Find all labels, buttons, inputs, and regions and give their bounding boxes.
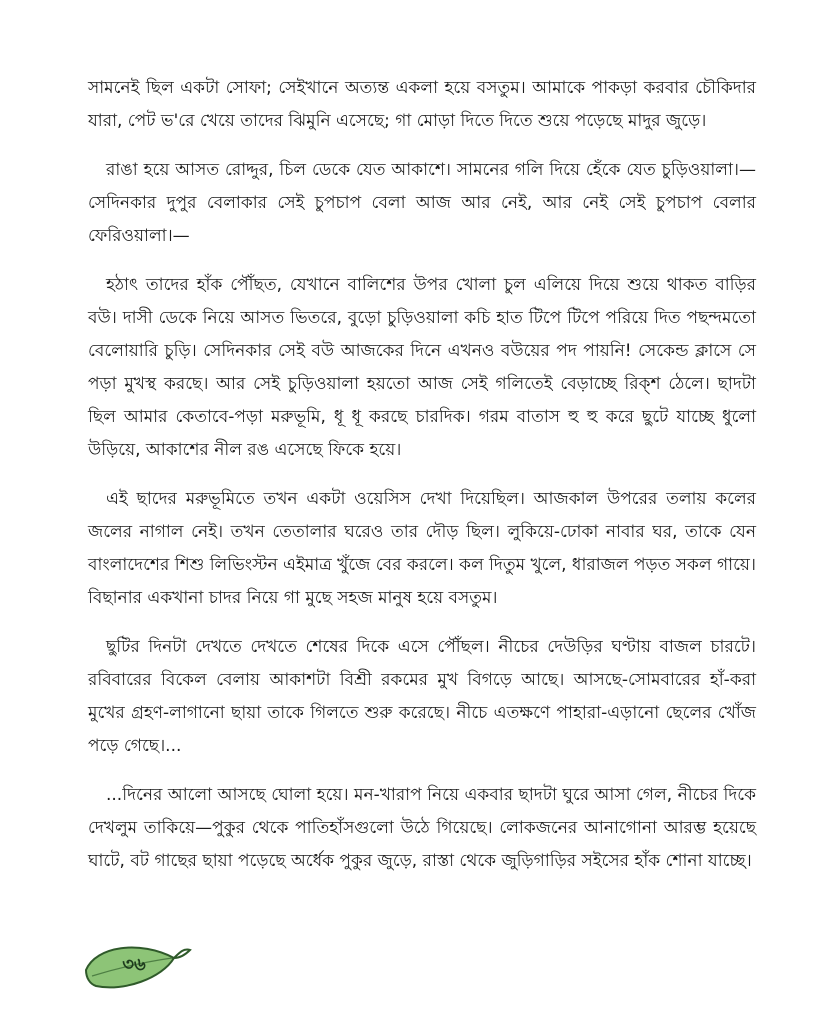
paragraph-4: এই ছাদের মরুভূমিতে তখন একটা ওয়েসিস দেখা দিয়েছিল। আজকাল উপরের তলায় কলের জলের নাগাল নেই। তখন তেতালার ঘরেও তার দৌড় ছিল। লুকিয়ে-ঢোকা নাবার ঘর, তাকে যেন বাংলাদেশের শিশু লিভিংস্টন এইমাত্র খুঁজে বের করলে। কল দিতুম খুলে, ধারাজল পড়ত সকল গায়ে। বিছানার একখানা চাদর নিয়ে গা মুছে সহজ মানুষ হয়ে বসতুম। [88,489,756,608]
page-number: ৩৬ [122,954,146,975]
paragraph-3: হঠাৎ তাদের হাঁক পৌঁছত, যেখানে বালিশের উপর খোলা চুল এলিয়ে দিয়ে শুয়ে থাকত বাড়ির বউ। দাসী ডেকে নিয়ে আসত ভিতরে, বুড়ো চুড়িওয়ালা কচি হাত টিপে টিপে পরিয়ে দিত পছন্দমতো বেলোয়ারি চুড়ি। সেদিনকার সেই বউ আজকের দিনে এখনও বউয়ের পদ পায়নি! সেকেন্ড ক্লাসে সে পড়া মুখস্থ করছে। আর সেই চুড়িওয়ালা হয়তো আজ সেই গলিতেই বেড়াচ্ছে রিক্‌শ ঠেলে। ছাদটা ছিল আমার কেতাবে-পড়া মরুভূমি, ধূ ধূ করছে চারদিক। গরম বাতাস হু হু করে ছুটে যাচ্ছে ধুলো উড়িয়ে, আকাশের নীল রঙ এসেছে ফিকে হয়ে। [88,275,756,460]
paragraph-2: রাঙা হয়ে আসত রোদ্দুর, চিল ডেকে যেত আকাশে। সামনের গলি দিয়ে হেঁকে যেত চুড়িওয়ালা।—সেদিনকার দুপুর বেলাকার সেই চুপচাপ বেলা আজ আর নেই, আর নেই সেই চুপচাপ বেলার ফেরিওয়ালা।— [88,160,756,246]
paragraph-5: ছুটির দিনটা দেখতে দেখতে শেষের দিকে এসে পৌঁছল। নীচের দেউড়ির ঘণ্টায় বাজল চারটে। রবিবারের বিকেল বেলায় আকাশটা বিশ্রী রকমের মুখ বিগড়ে আছে। আসছে-সোমবারের হাঁ-করা মুখের গ্রহণ-লাগানো ছায়া তাকে গিলতে শুরু করেছে। নীচে এতক্ষণে পাহারা-এড়ানো ছেলের খোঁজ পড়ে গেছে।... [88,637,756,756]
paragraph-1: সামনেই ছিল একটা সোফা; সেইখানে অত্যন্ত একলা হয়ে বসতুম। আমাকে পাকড়া করবার চৌকিদার যারা, পেট ভ'রে খেয়ে তাদের ঝিমুনি এসেছে; গা মোড়া দিতে দিতে শুয়ে পড়েছে মাদুর জুড়ে। [88,78,756,131]
page-number-badge [82,940,194,992]
document-body [88,72,756,894]
paragraph-6: ...দিনের আলো আসছে ঘোলা হয়ে। মন-খারাপ নিয়ে একবার ছাদটা ঘুরে আসা গেল, নীচের দিকে দেখলুম তাকিয়ে—পুকুর থেকে পাতিহাঁসগুলো উঠে গিয়েছে। লোকজনের আনাগোনা আরম্ভ হয়েছে ঘাটে, বট গাছের ছায়া পড়েছে অর্ধেক পুকুর জুড়ে, রাস্তা থেকে জুড়িগাড়ির সইসের হাঁক শোনা যাচ্ছে। [88,785,756,871]
